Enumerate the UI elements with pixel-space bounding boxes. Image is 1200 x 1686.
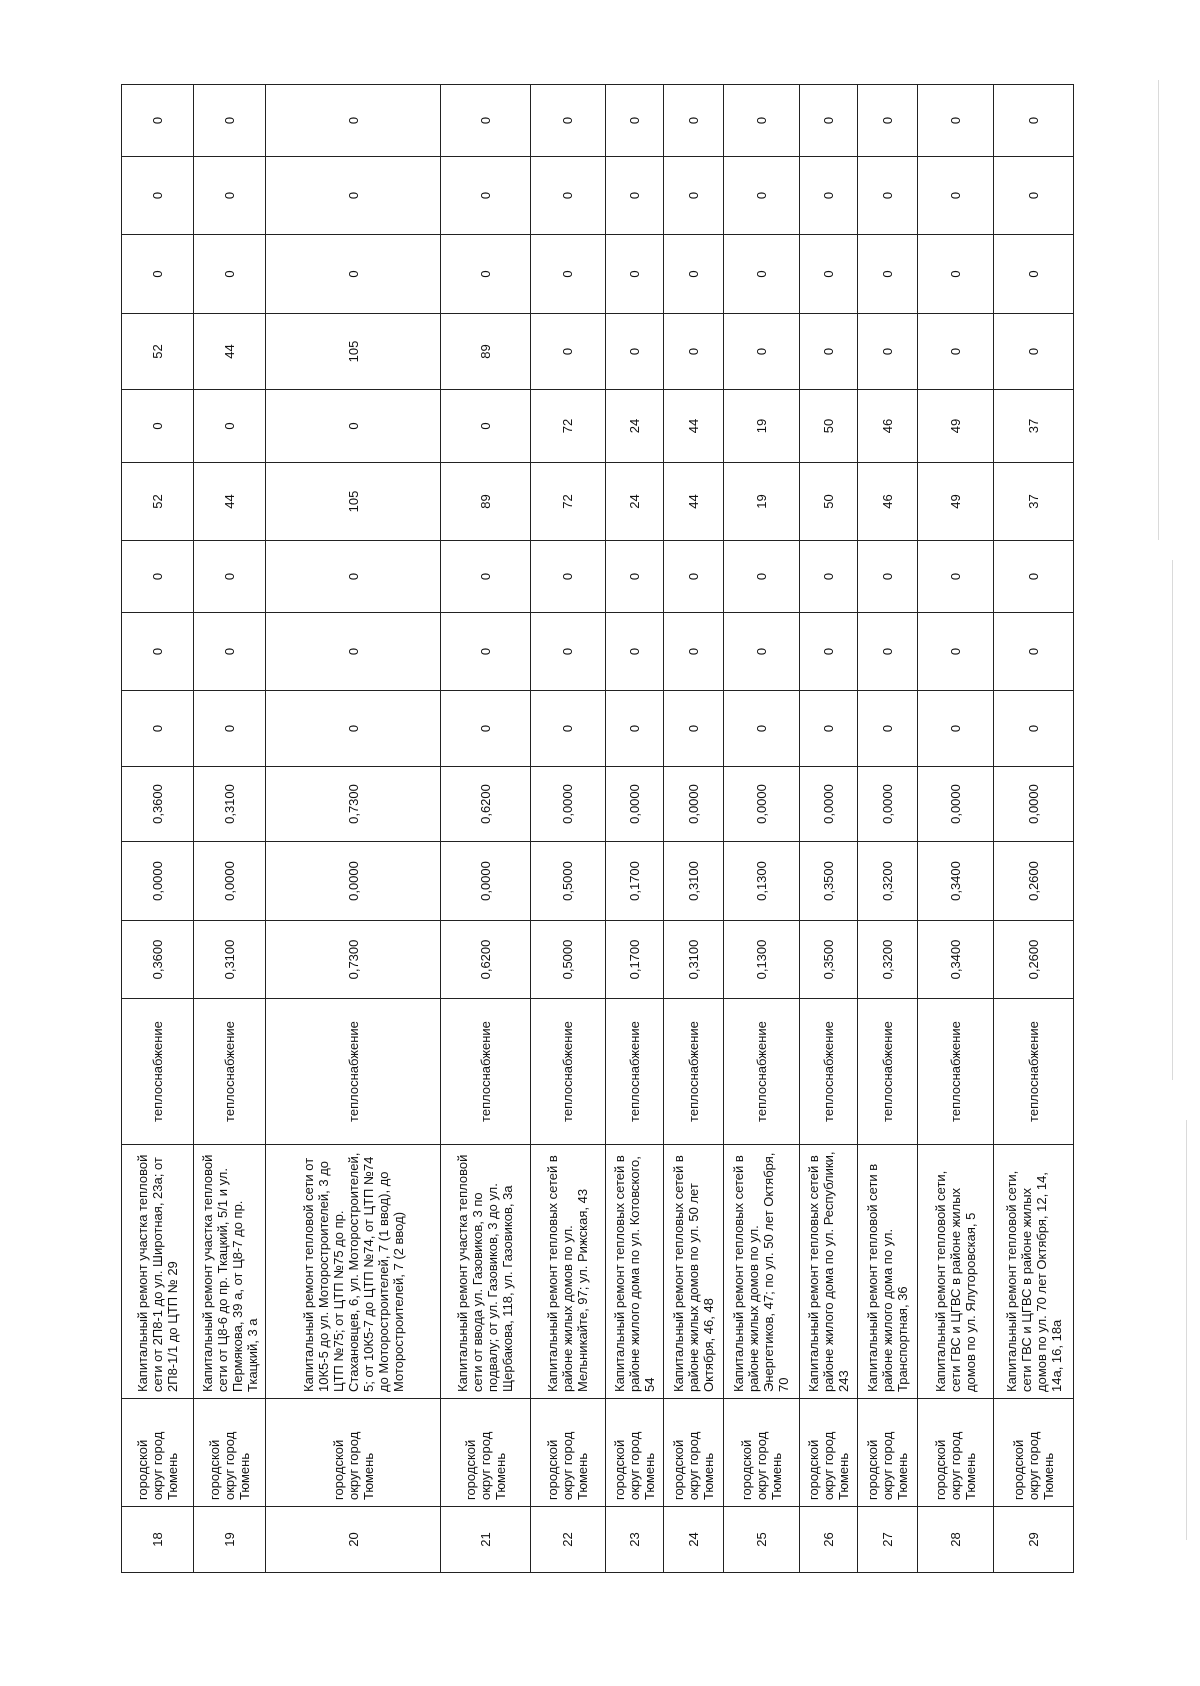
cell-value-9: 0: [994, 314, 1074, 390]
cell-value-3: 0,0000: [723, 767, 800, 842]
scan-noise: [1186, 1120, 1187, 1540]
cell-value-5: 0: [194, 613, 266, 691]
cell-value-12: 0: [194, 85, 266, 157]
cell-value-11: 0: [723, 157, 800, 235]
cell-category: теплоснабжение: [664, 999, 723, 1145]
cell-value-2: 0,3500: [800, 842, 858, 921]
cell-value-6: 0: [194, 541, 266, 613]
table-row: [266, 85, 441, 1573]
cell-municipality: городской округ город Тюмень: [994, 1399, 1074, 1507]
cell-value-4: 0: [994, 691, 1074, 767]
cell-value-10: 0: [606, 235, 664, 314]
cell-work-name: Капитальный ремонт участка тепловой сети от Ц8-6 до пр. Ткацкий, 5/1 и ул. Пермякова, 39 а, от Ц8-7 до пр. Ткацкий, 3 а: [194, 1145, 266, 1399]
cell-value-4: 0: [800, 691, 858, 767]
cell-value-11: 0: [122, 157, 194, 235]
cell-value-10: 0: [800, 235, 858, 314]
cell-value-9: 0: [800, 314, 858, 390]
cell-value-9: 44: [194, 314, 266, 390]
cell-value-1: 0,3100: [664, 921, 723, 999]
cell-value-5: 0: [441, 613, 530, 691]
cell-value-6: 0: [858, 541, 917, 613]
table-row: [917, 85, 994, 1573]
cell-value-2: 0,0000: [266, 842, 441, 921]
cell-number: 27: [858, 1507, 917, 1573]
cell-value-5: 0: [858, 613, 917, 691]
cell-number: 25: [723, 1507, 800, 1573]
cell-value-10: 0: [530, 235, 605, 314]
cell-value-10: 0: [266, 235, 441, 314]
cell-value-8: 44: [664, 390, 723, 463]
cell-value-2: 0,1700: [606, 842, 664, 921]
cell-value-1: 0,2600: [994, 921, 1074, 999]
cell-municipality: городской округ город Тюмень: [606, 1399, 664, 1507]
cell-value-6: 0: [441, 541, 530, 613]
cell-value-8: 0: [441, 390, 530, 463]
cell-number: 20: [266, 1507, 441, 1573]
cell-value-7: 19: [723, 463, 800, 541]
cell-value-10: 0: [723, 235, 800, 314]
cell-value-6: 0: [664, 541, 723, 613]
cell-number: 26: [800, 1507, 858, 1573]
cell-value-4: 0: [530, 691, 605, 767]
cell-work-name: Капитальный ремонт тепловых сетей в районе жилых домов по ул. Энергетиков, 47; по ул. 50 лет Октября, 70: [723, 1145, 800, 1399]
cell-value-10: 0: [994, 235, 1074, 314]
cell-value-4: 0: [606, 691, 664, 767]
cell-value-11: 0: [800, 157, 858, 235]
cell-value-1: 0,3100: [194, 921, 266, 999]
cell-value-3: 0,3100: [194, 767, 266, 842]
cell-value-9: 0: [530, 314, 605, 390]
cell-value-2: 0,0000: [122, 842, 194, 921]
cell-value-12: 0: [858, 85, 917, 157]
cell-value-3: 0,0000: [664, 767, 723, 842]
cell-value-10: 0: [194, 235, 266, 314]
cell-value-6: 0: [800, 541, 858, 613]
cell-value-11: 0: [266, 157, 441, 235]
cell-value-2: 0,5000: [530, 842, 605, 921]
cell-value-9: 0: [858, 314, 917, 390]
cell-municipality: городской округ город Тюмень: [194, 1399, 266, 1507]
cell-value-8: 72: [530, 390, 605, 463]
cell-value-5: 0: [122, 613, 194, 691]
cell-value-1: 0,5000: [530, 921, 605, 999]
cell-value-3: 0,3600: [122, 767, 194, 842]
cell-municipality: городской округ город Тюмень: [917, 1399, 994, 1507]
cell-value-9: 0: [723, 314, 800, 390]
cell-value-9: 89: [441, 314, 530, 390]
table-row: [194, 85, 266, 1573]
cell-value-7: 44: [664, 463, 723, 541]
cell-value-5: 0: [800, 613, 858, 691]
cell-value-7: 37: [994, 463, 1074, 541]
cell-value-3: 0,0000: [858, 767, 917, 842]
cell-category: теплоснабжение: [530, 999, 605, 1145]
cell-value-8: 46: [858, 390, 917, 463]
cell-value-5: 0: [723, 613, 800, 691]
cell-municipality: городской округ город Тюмень: [664, 1399, 723, 1507]
cell-value-3: 0,0000: [800, 767, 858, 842]
cell-value-3: 0,0000: [994, 767, 1074, 842]
cell-value-11: 0: [441, 157, 530, 235]
cell-value-7: 89: [441, 463, 530, 541]
cell-number: 23: [606, 1507, 664, 1573]
cell-value-6: 0: [606, 541, 664, 613]
cell-value-2: 0,3200: [858, 842, 917, 921]
table-row: [530, 85, 605, 1573]
cell-number: 21: [441, 1507, 530, 1573]
cell-municipality: городской округ город Тюмень: [800, 1399, 858, 1507]
cell-value-2: 0,2600: [994, 842, 1074, 921]
cell-value-9: 52: [122, 314, 194, 390]
cell-value-3: 0,0000: [530, 767, 605, 842]
cell-value-8: 49: [917, 390, 994, 463]
cell-value-4: 0: [664, 691, 723, 767]
cell-value-7: 105: [266, 463, 441, 541]
cell-value-9: 0: [606, 314, 664, 390]
cell-work-name: Капитальный ремонт тепловой сети в районе жилого дома по ул. Транспортная, 36: [858, 1145, 917, 1399]
cell-value-12: 0: [122, 85, 194, 157]
cell-number: 29: [994, 1507, 1074, 1573]
cell-number: 28: [917, 1507, 994, 1573]
cell-work-name: Капитальный ремонт тепловых сетей в районе жилых домов по ул. 50 лет Октября, 46, 48: [664, 1145, 723, 1399]
cell-value-2: 0,0000: [441, 842, 530, 921]
cell-municipality: городской округ город Тюмень: [858, 1399, 917, 1507]
cell-value-10: 0: [664, 235, 723, 314]
cell-category: теплоснабжение: [917, 999, 994, 1145]
cell-value-9: 105: [266, 314, 441, 390]
cell-value-11: 0: [994, 157, 1074, 235]
cell-work-name: Капитальный ремонт участка тепловой сети от 2П8-1 до ул. Широтная, 23а; от 2П8-1/1 до ЦТП № 29: [122, 1145, 194, 1399]
cell-value-12: 0: [723, 85, 800, 157]
cell-work-name: Капитальный ремонт тепловой сети, сети ГВС и ЦГВС в районе жилых домов по ул. Ялуторовская, 5: [917, 1145, 994, 1399]
cell-value-5: 0: [917, 613, 994, 691]
cell-value-9: 0: [917, 314, 994, 390]
cell-category: теплоснабжение: [441, 999, 530, 1145]
cell-value-12: 0: [530, 85, 605, 157]
cell-value-12: 0: [266, 85, 441, 157]
cell-value-1: 0,3400: [917, 921, 994, 999]
cell-municipality: городской округ город Тюмень: [723, 1399, 800, 1507]
cell-number: 18: [122, 1507, 194, 1573]
cell-value-1: 0,1300: [723, 921, 800, 999]
scan-noise: [1172, 560, 1173, 1080]
cell-value-11: 0: [194, 157, 266, 235]
cell-value-7: 46: [858, 463, 917, 541]
cell-value-11: 0: [606, 157, 664, 235]
cell-value-12: 0: [917, 85, 994, 157]
table-body: [122, 85, 1074, 1573]
cell-value-1: 0,3600: [122, 921, 194, 999]
cell-value-11: 0: [530, 157, 605, 235]
cell-value-12: 0: [664, 85, 723, 157]
cell-value-12: 0: [441, 85, 530, 157]
table-row: [606, 85, 664, 1573]
cell-work-name: Капитальный ремонт тепловых сетей в районе жилых домов по ул. Мельникайте, 97; ул. Рижская, 43: [530, 1145, 605, 1399]
cell-value-4: 0: [441, 691, 530, 767]
cell-value-12: 0: [994, 85, 1074, 157]
cell-value-5: 0: [994, 613, 1074, 691]
cell-category: теплоснабжение: [266, 999, 441, 1145]
cell-value-2: 0,0000: [194, 842, 266, 921]
cell-value-3: 0,7300: [266, 767, 441, 842]
cell-number: 22: [530, 1507, 605, 1573]
cell-value-5: 0: [606, 613, 664, 691]
cell-number: 19: [194, 1507, 266, 1573]
cell-value-10: 0: [122, 235, 194, 314]
cell-value-4: 0: [122, 691, 194, 767]
cell-value-8: 0: [266, 390, 441, 463]
cell-value-1: 0,1700: [606, 921, 664, 999]
cell-value-6: 0: [917, 541, 994, 613]
cell-value-5: 0: [664, 613, 723, 691]
cell-value-6: 0: [994, 541, 1074, 613]
cell-value-7: 52: [122, 463, 194, 541]
cell-value-1: 0,7300: [266, 921, 441, 999]
cell-value-3: 0,6200: [441, 767, 530, 842]
cell-value-8: 0: [122, 390, 194, 463]
cell-municipality: городской округ город Тюмень: [530, 1399, 605, 1507]
cell-work-name: Капитальный ремонт тепловой сети, сети ГВС и ЦГВС в районе жилых домов по ул. 70 лет Октября, 12, 14, 14а, 16, 18а: [994, 1145, 1074, 1399]
cell-value-12: 0: [800, 85, 858, 157]
cell-category: теплоснабжение: [723, 999, 800, 1145]
cell-work-name: Капитальный ремонт тепловых сетей в районе жилого дома по ул. Республики, 243: [800, 1145, 858, 1399]
cell-value-3: 0,0000: [917, 767, 994, 842]
cell-value-7: 72: [530, 463, 605, 541]
cell-category: теплоснабжение: [122, 999, 194, 1145]
cell-work-name: Капитальный ремонт тепловой сети от 10К5-5 до ул. Моторостроителей, 3 до ЦТП №75; от ЦТП №75 до пр. Стахановцев, 6, ул. Моторостроителей, 5; от 10К5-7 до ЦТП №74, от ЦТП №74 до Моторостроителей, 7 (1 ввод), до Моторостроителей, 7 (2 ввод): [266, 1145, 441, 1399]
cell-value-1: 0,3200: [858, 921, 917, 999]
table-row: [122, 85, 194, 1573]
cell-work-name: Капитальный ремонт участка тепловой сети от ввода ул. Газовиков, 3 по подвалу; от ул. Газовиков, 3 до ул. Щербакова, 118, ул. Газовиков, 3а: [441, 1145, 530, 1399]
cell-work-name: Капитальный ремонт тепловых сетей в районе жилого дома по ул. Котовского, 54: [606, 1145, 664, 1399]
cell-municipality: городской округ город Тюмень: [122, 1399, 194, 1507]
cell-value-8: 50: [800, 390, 858, 463]
table-row: [858, 85, 917, 1573]
cell-value-11: 0: [917, 157, 994, 235]
cell-value-2: 0,1300: [723, 842, 800, 921]
cell-value-11: 0: [664, 157, 723, 235]
cell-value-8: 0: [194, 390, 266, 463]
cell-category: теплоснабжение: [800, 999, 858, 1145]
cell-value-4: 0: [266, 691, 441, 767]
cell-value-3: 0,0000: [606, 767, 664, 842]
cell-value-9: 0: [664, 314, 723, 390]
cell-value-7: 24: [606, 463, 664, 541]
cell-category: теплоснабжение: [994, 999, 1074, 1145]
cell-value-7: 44: [194, 463, 266, 541]
cell-value-11: 0: [858, 157, 917, 235]
cell-value-4: 0: [917, 691, 994, 767]
cell-municipality: городской округ город Тюмень: [266, 1399, 441, 1507]
cell-value-10: 0: [858, 235, 917, 314]
cell-value-8: 37: [994, 390, 1074, 463]
cell-value-5: 0: [266, 613, 441, 691]
scan-noise: [1158, 80, 1159, 540]
cell-value-12: 0: [606, 85, 664, 157]
cell-value-6: 0: [723, 541, 800, 613]
table-row: [664, 85, 723, 1573]
cell-value-8: 24: [606, 390, 664, 463]
cell-value-6: 0: [266, 541, 441, 613]
cell-value-6: 0: [122, 541, 194, 613]
cell-value-1: 0,6200: [441, 921, 530, 999]
cell-value-7: 50: [800, 463, 858, 541]
cell-value-10: 0: [917, 235, 994, 314]
cell-value-2: 0,3100: [664, 842, 723, 921]
cell-municipality: городской округ город Тюмень: [441, 1399, 530, 1507]
cell-category: теплоснабжение: [858, 999, 917, 1145]
table-row: [441, 85, 530, 1573]
cell-category: теплоснабжение: [194, 999, 266, 1145]
cell-value-10: 0: [441, 235, 530, 314]
table-row: [994, 85, 1074, 1573]
cell-value-5: 0: [530, 613, 605, 691]
cell-value-4: 0: [858, 691, 917, 767]
heating-repair-table: [121, 84, 1074, 1573]
table-row: [800, 85, 858, 1573]
cell-value-4: 0: [194, 691, 266, 767]
table-row: [723, 85, 800, 1573]
cell-value-7: 49: [917, 463, 994, 541]
cell-number: 24: [664, 1507, 723, 1573]
cell-value-4: 0: [723, 691, 800, 767]
cell-value-6: 0: [530, 541, 605, 613]
cell-value-2: 0,3400: [917, 842, 994, 921]
cell-category: теплоснабжение: [606, 999, 664, 1145]
cell-value-8: 19: [723, 390, 800, 463]
cell-value-1: 0,3500: [800, 921, 858, 999]
